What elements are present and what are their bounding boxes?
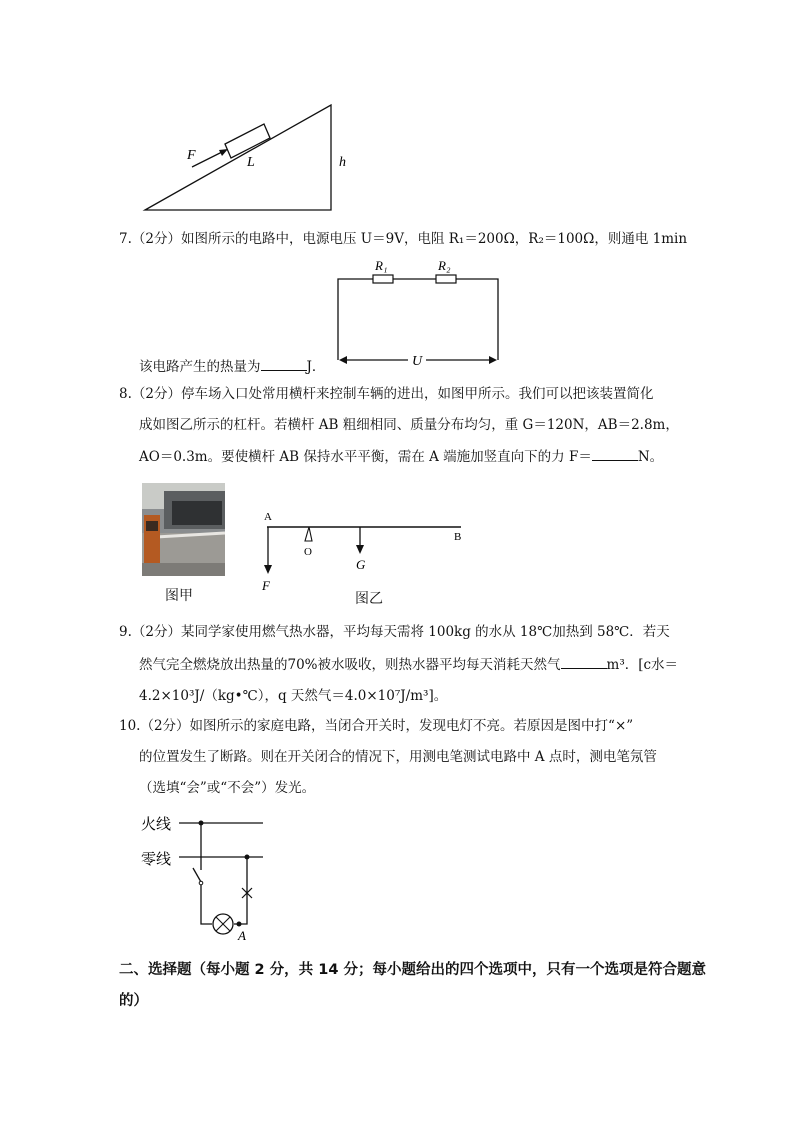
circuit1-wire [338,279,498,360]
q10-line3: （选填“会”或“不会”）发光。 [139,780,316,796]
force-f-label: F [262,578,270,593]
incline-triangle [145,105,331,210]
gravity-label: G [356,557,366,572]
q8-line2: 成如图乙所示的杠杆。若横杆 AB 粗细相同、质量分布均匀，重 G＝120N，AB＝2.8m， [139,417,679,433]
gravity-arrowhead [356,545,364,554]
q7-line1: 7.（2分）如图所示的电路中，电源电压 U＝9V，电阻 R₁＝200Ω，R₂＝100Ω，则通电 1min [119,231,688,247]
resistor-r1 [373,275,393,283]
point-a [237,922,242,927]
q9-line2 [139,655,678,674]
force-label: F [187,148,196,163]
q9-line1: 9.（2分）某同学家使用燃气热水器，平均每天需将 100kg 的水从 18℃加热到 58℃．若天 [119,624,670,640]
q9-line3: 4.2×10³J/（kg•℃），q 天然气＝4.0×10⁷J/m³]。 [139,688,448,704]
height-label: h [339,155,346,170]
voltage-arrowhead-right [489,356,497,364]
q8-line3-text: AO＝0.3m。要使横杆 AB 保持水平平衡，需在 A 端施加竖直向下的力 F＝ [139,449,592,465]
point-a-label: A [238,928,246,943]
voltage-arrowhead-left [339,356,347,364]
q9-line2-unit: m³．[c水＝ [606,657,679,673]
q10-line1: 10.（2分）如图所示的家庭电路，当闭合开关时，发现电灯不亮。若原因是图中打“×” [119,718,634,734]
length-label: L [247,155,255,170]
q8-line3 [139,447,663,466]
q7-line2-unit: J． [306,359,326,375]
resistor-r2 [436,275,456,283]
home-circuit-figure [135,810,280,945]
voltage-label: U [412,354,423,369]
q7-line2 [139,357,325,376]
fulcrum-o-label: O [304,546,312,558]
incline-figure [140,100,360,215]
figure-b-caption: 图乙 [355,591,383,607]
section2-heading-line1: 二、选择题（每小题 2 分，共 14 分；每小题给出的四个选项中，只有一个选项是符合题意 [119,962,706,978]
q9-line2-text: 然气完全燃烧放出热量的70%被水吸收，则热水器平均每天消耗天然气 [139,657,561,673]
q8-line3-unit: N。 [637,449,664,465]
q7-answer-blank[interactable] [261,357,307,371]
q7-line2-text: 该电路产生的热量为 [139,359,261,375]
force-arrowhead [219,149,228,156]
circuit1-figure [330,255,510,375]
neutral-wire-label: 零线 [141,850,172,868]
q8-line1: 8.（2分）停车场入口处常用横杆来控制车辆的进出，如图甲所示。我们可以把该装置简化 [119,386,654,402]
figure-a-caption: 图甲 [165,588,193,604]
switch-blade [193,868,201,882]
q9-answer-blank[interactable] [561,655,607,669]
fulcrum [305,527,312,541]
parking-barrier-photo [142,483,225,576]
incline-block [225,124,270,158]
point-a-label: A [264,511,272,523]
q8-answer-blank[interactable] [592,447,638,461]
live-wire-label: 火线 [141,815,172,833]
switch-contact [199,881,203,885]
r1-label: R₁ [375,258,388,273]
force-f-arrowhead [264,565,272,574]
q10-line2: 的位置发生了断路。则在开关闭合的情况下，用测电笔测试电路中 A 点时，测电笔氖管 [139,749,657,765]
r2-label: R₂ [438,258,451,273]
point-b-label: B [454,531,462,543]
section2-heading-line2: 的） [119,993,148,1009]
